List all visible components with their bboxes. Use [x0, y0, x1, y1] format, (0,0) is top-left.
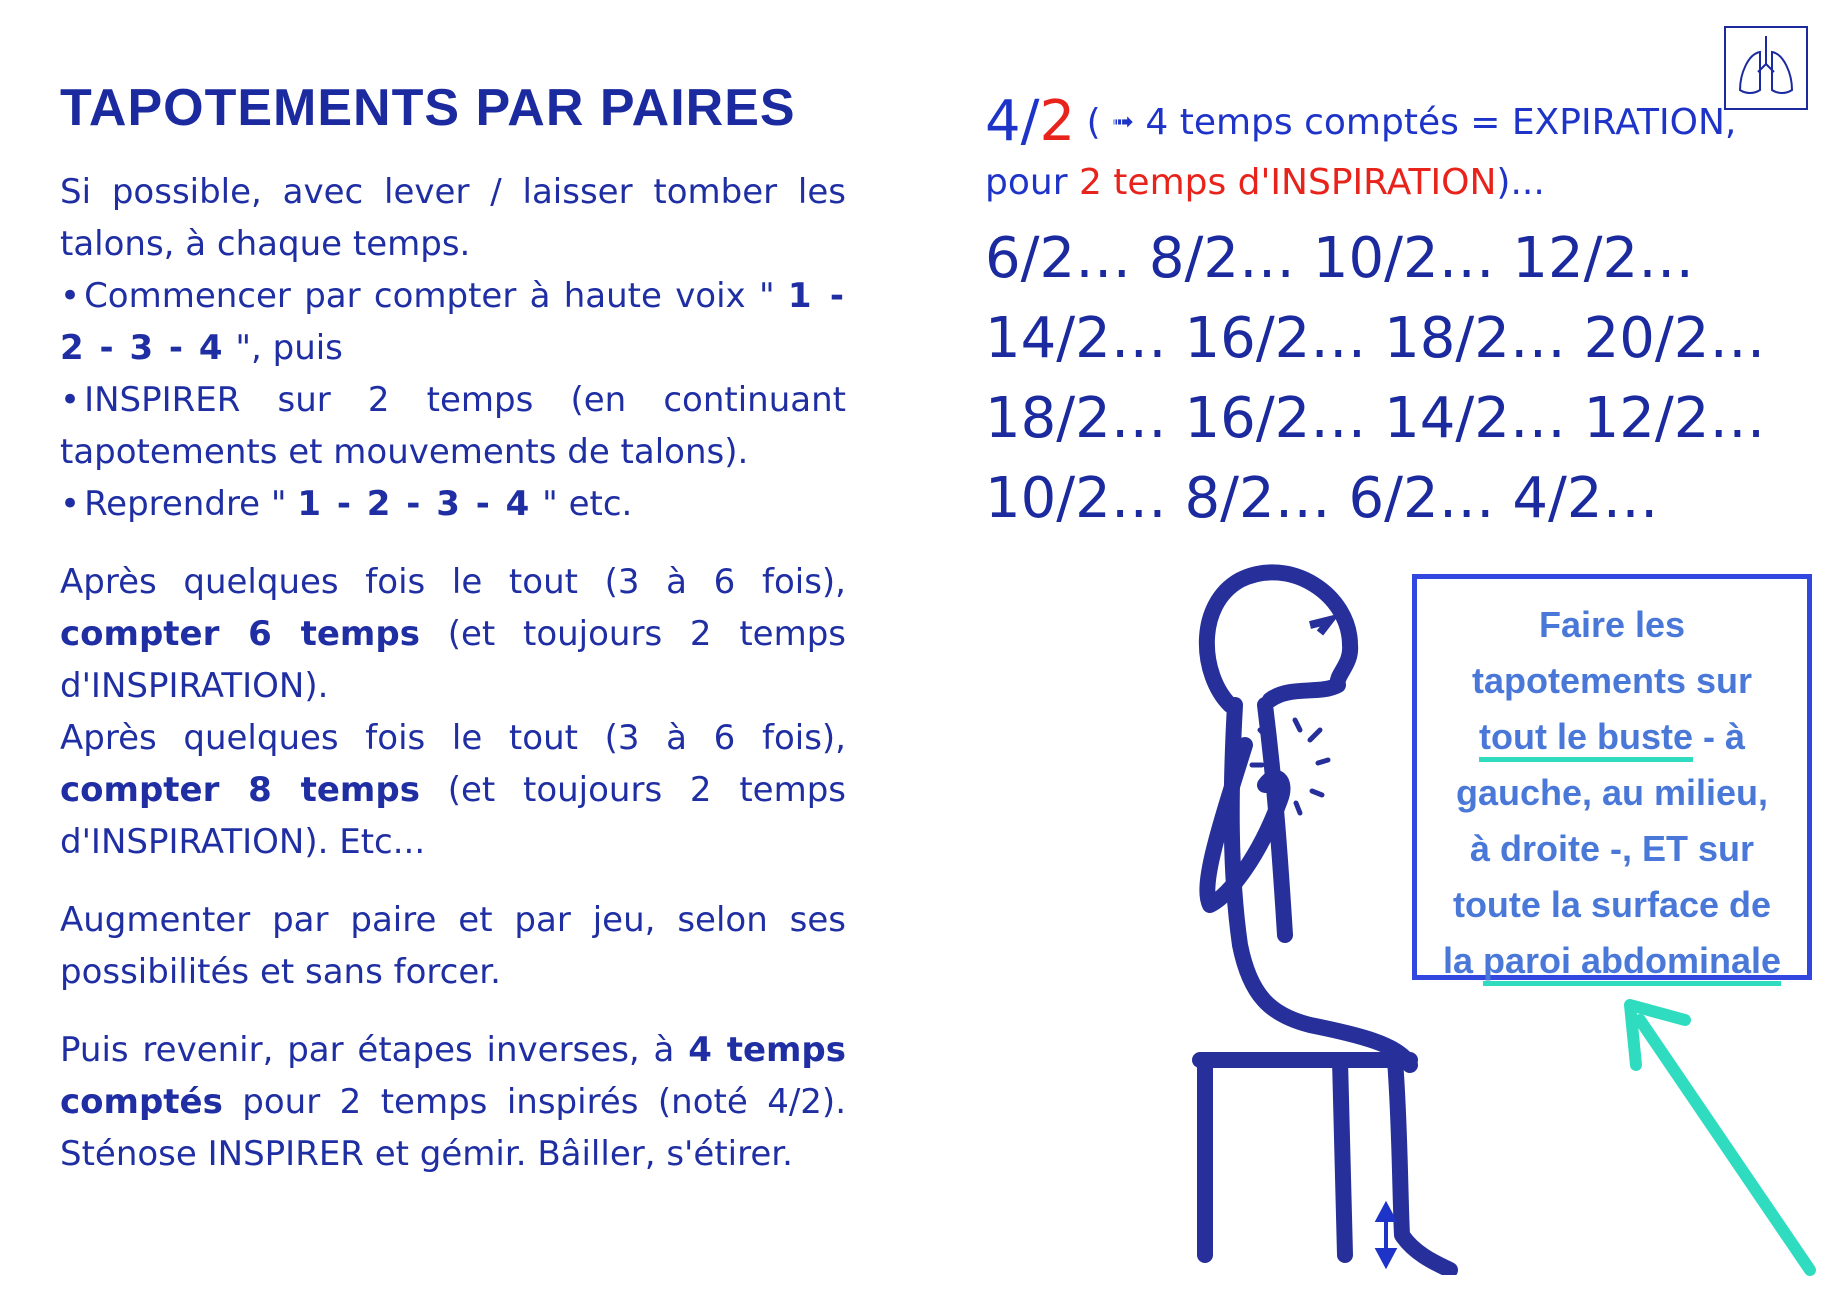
after-six [60, 556, 846, 712]
note-line: toute la surface de [1452, 884, 1772, 925]
augment-block [60, 894, 846, 998]
bullet-text-end: ", puis [224, 328, 343, 368]
ratio-sequence [985, 219, 1785, 539]
paren-close: )... [1496, 162, 1545, 203]
return-block [60, 1024, 846, 1180]
after-eight-intro: Après quelques fois le tout (3 à 6 fois), [60, 718, 846, 758]
return-intro: Puis revenir, par étapes inverses, à [60, 1030, 689, 1070]
expiration-text: 4 temps comptés = EXPIRATION, [1145, 102, 1737, 143]
note-line: à droite -, ET sur [1469, 828, 1755, 869]
note-line [1417, 933, 1807, 989]
inspiration-text: 2 temps d'INSPIRATION [1078, 162, 1497, 203]
after-six-rest: (et toujours 2 temps d'INSPIRATION). [60, 614, 846, 706]
pointer-arrow-icon [1600, 990, 1830, 1290]
intro-block [60, 166, 846, 530]
tapping-note-box [1412, 574, 1812, 980]
underlined-abdominal-wall: paroi abdominale [1482, 940, 1782, 981]
note-line-rest: - à [1692, 716, 1745, 757]
note-line-start: la [1442, 940, 1483, 981]
inspiration-line [985, 153, 1785, 213]
count-six-bold: compter 6 temps [60, 614, 420, 654]
pour-text: pour [985, 162, 1068, 203]
underlined-torso: tout le buste [1478, 716, 1693, 757]
four-counts-bold: 4 temps comptés [60, 1030, 847, 1122]
sequence-row: 14/2… 16/2… 18/2… 20/2… [985, 306, 1766, 371]
note-line [1417, 709, 1807, 765]
bullet-text: Commencer par compter à haute voix " [84, 276, 788, 316]
ratio-line [985, 89, 1785, 154]
paren-open: ( [1086, 102, 1101, 143]
count-eight-bold: compter 8 temps [60, 770, 420, 810]
bullet-text: Reprendre " [84, 484, 298, 524]
ratio-numerator: 4 [985, 89, 1021, 154]
right-column [985, 89, 1785, 539]
after-eight [60, 712, 846, 868]
after-block [60, 556, 846, 868]
sequence-row: 18/2… 16/2… 14/2… 12/2… [985, 386, 1766, 451]
bullet-count-aloud [60, 270, 846, 374]
intro-line: Si possible, avec lever / laisser tomber les talons, à chaque temps. [60, 172, 846, 264]
sequence-row: 6/2… 8/2… 10/2… 12/2… [985, 226, 1695, 291]
right-arrow-icon: ➟ [1112, 107, 1134, 137]
sequence-row: 10/2… 8/2… 6/2… 4/2… [985, 466, 1659, 531]
bullet-text-end: " etc. [531, 484, 633, 524]
after-eight-rest: (et toujours 2 temps d'INSPIRATION). Etc... [60, 770, 846, 862]
note-line: gauche, au milieu, [1455, 772, 1769, 813]
page-title: TAPOTEMENTS PAR PAIRES [60, 79, 796, 137]
bullet-inspire: • INSPIRER sur 2 temps (en continuant tapotements et mouvements de talons). [60, 374, 846, 478]
after-six-intro: Après quelques fois le tout (3 à 6 fois), [60, 562, 846, 602]
left-column [60, 78, 846, 1206]
ratio-denominator: 2 [1039, 89, 1076, 154]
note-line: tapotements sur [1471, 660, 1753, 701]
note-line: Faire les [1538, 604, 1686, 645]
count-numbers: 1 - 2 - 3 - 4 [297, 484, 532, 524]
return-text [60, 1024, 846, 1180]
count-numbers: 1 - 2 - 3 - 4 [60, 276, 846, 368]
return-rest: pour 2 temps inspirés (noté 4/2). Sténose INSPIRER et gémir. Bâiller, s'étirer. [60, 1082, 846, 1174]
ratio-slash: / [1020, 89, 1040, 154]
bullet-repeat [60, 478, 846, 530]
augment-text: Augmenter par paire et par jeu, selon ses possibilités et sans forcer. [60, 900, 846, 992]
